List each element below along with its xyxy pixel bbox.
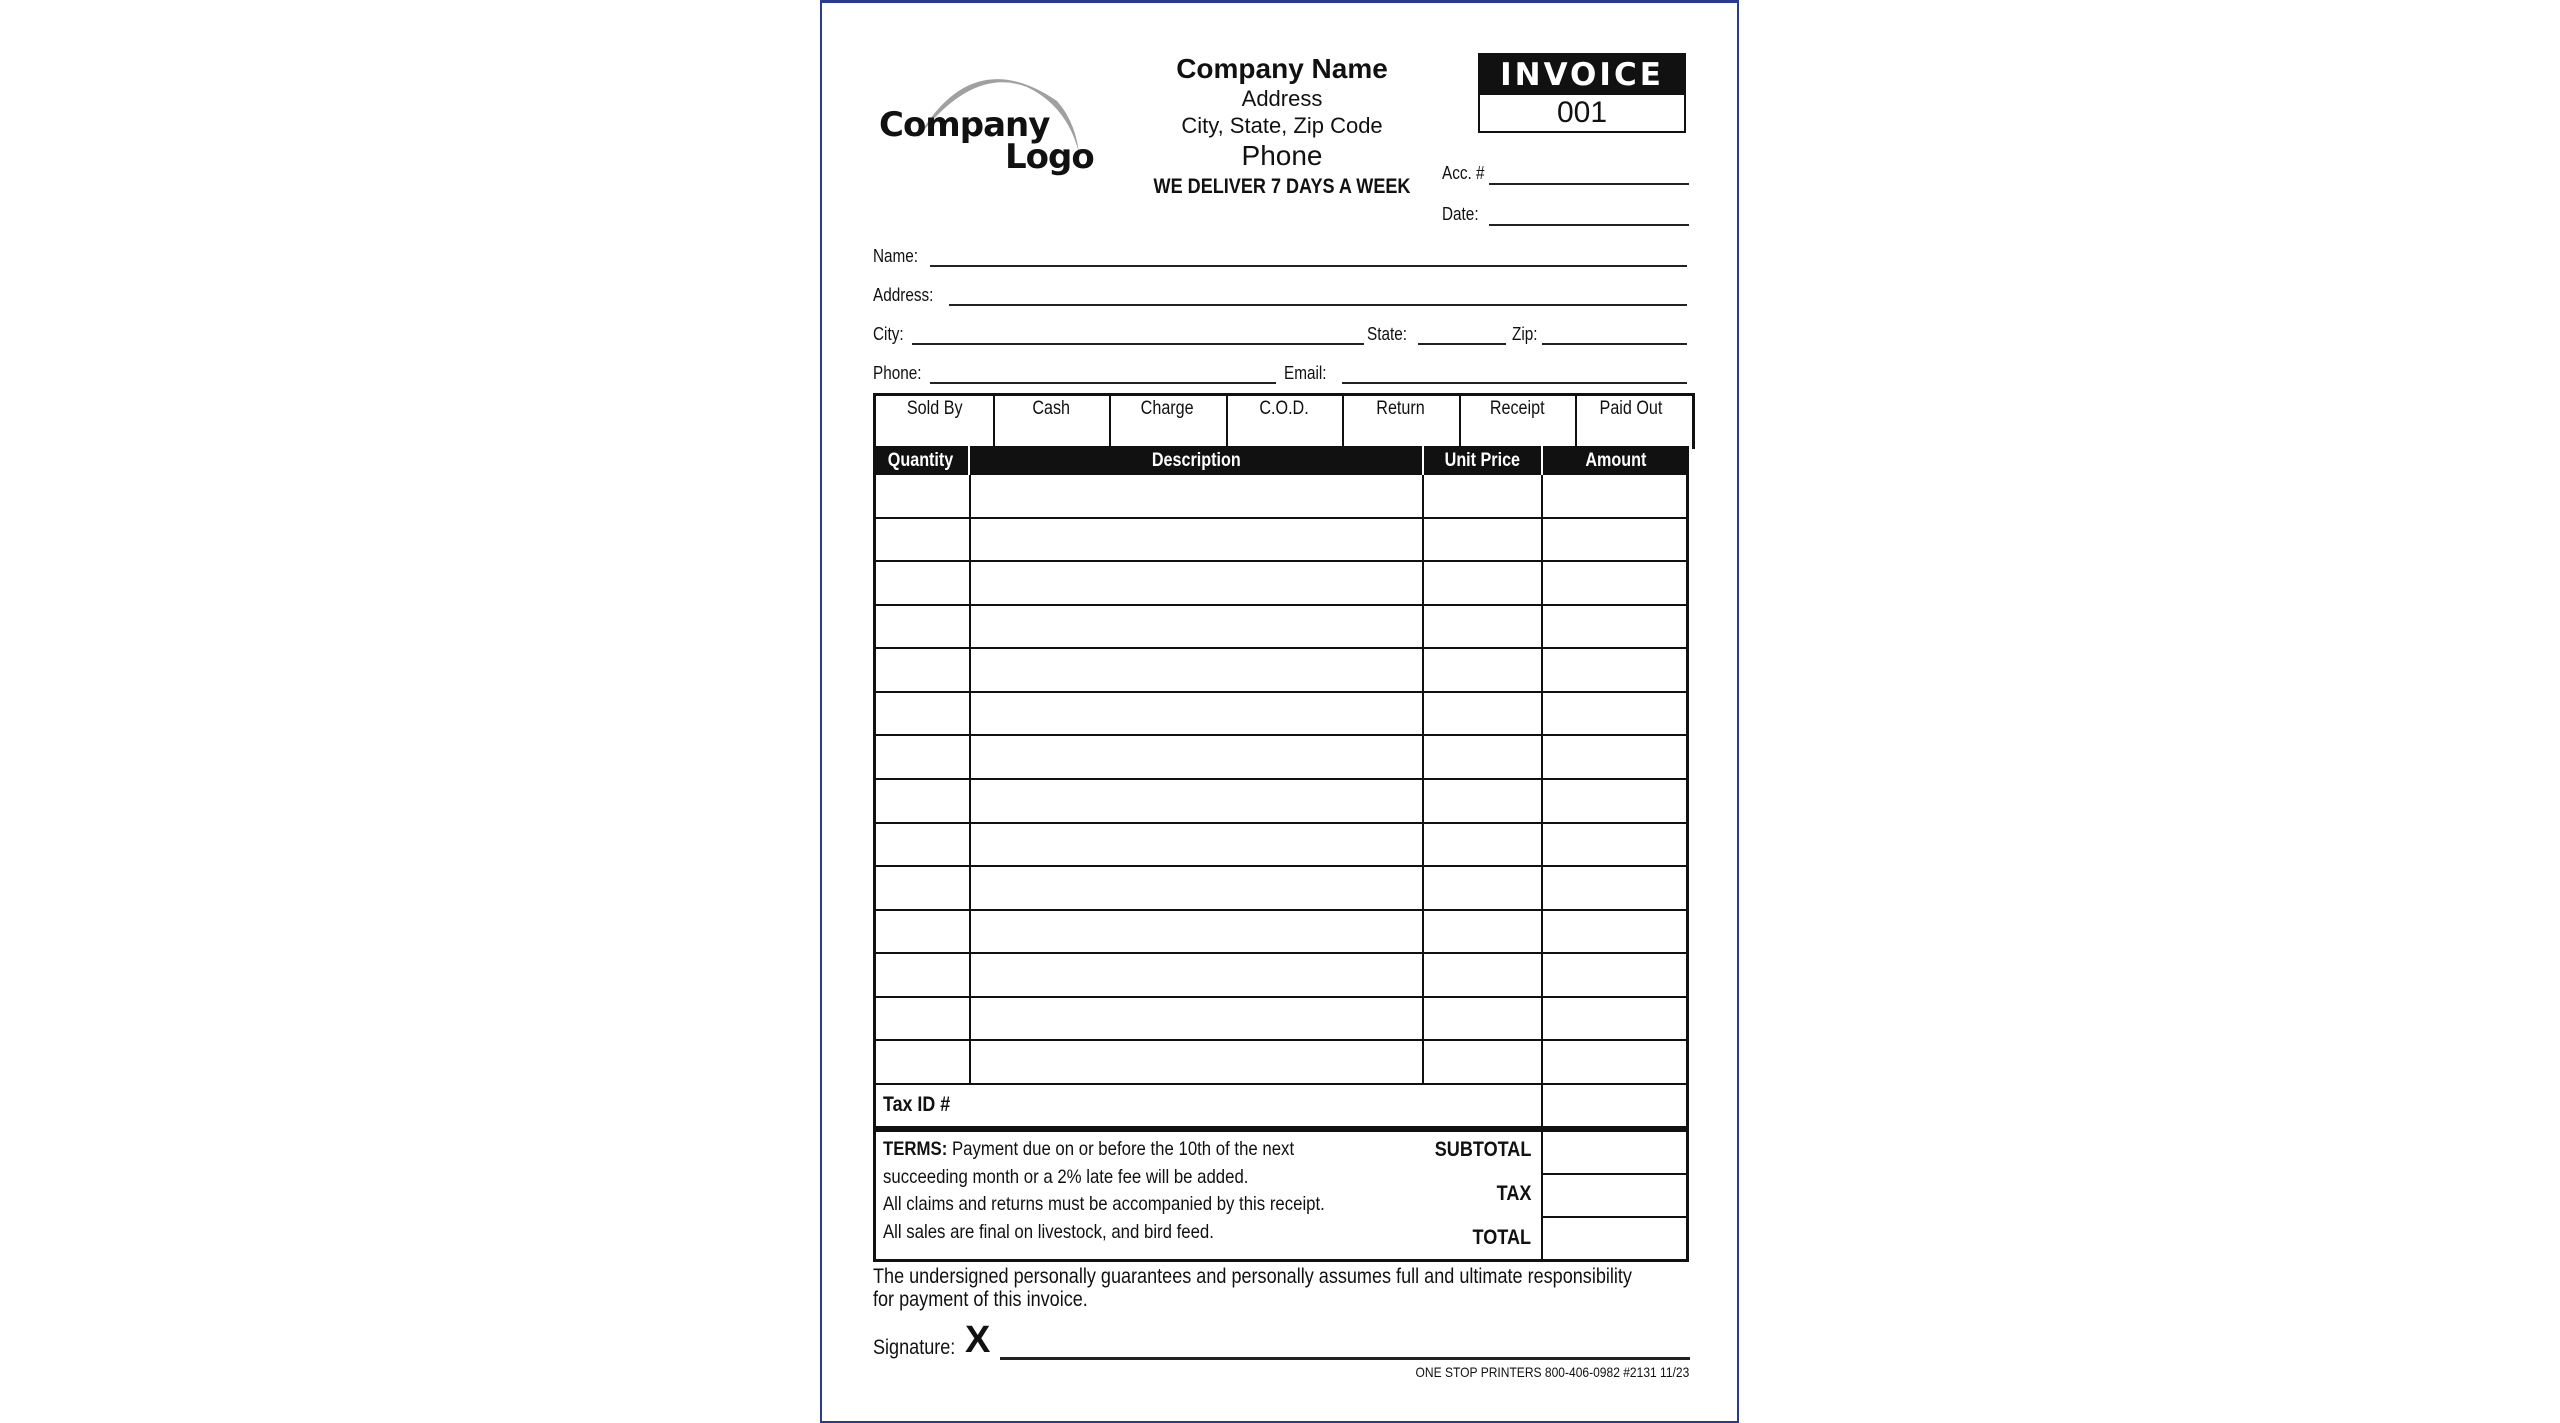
tax-label: TAX	[1496, 1182, 1531, 1205]
description-cell[interactable]	[971, 824, 1422, 866]
tax-id-row	[873, 1085, 1689, 1129]
date-label: Date:	[1442, 204, 1479, 224]
date-field[interactable]	[1489, 224, 1689, 226]
phone-field[interactable]	[930, 382, 1276, 384]
email-label: Email:	[1284, 363, 1327, 383]
unit-price-cell[interactable]	[1424, 475, 1541, 517]
description-cell[interactable]	[971, 519, 1422, 561]
payment-sold-by[interactable]: Sold By	[876, 396, 995, 446]
company-info	[1122, 53, 1442, 201]
state-label: State:	[1367, 324, 1407, 344]
terms-line-1: Payment due on or before the 10th of the next	[951, 1138, 1295, 1160]
quantity-cell[interactable]	[876, 824, 969, 866]
unit-price-cell[interactable]	[1424, 649, 1541, 691]
amount-cell[interactable]	[1543, 867, 1686, 909]
description-cell[interactable]	[971, 954, 1422, 996]
payment-cod[interactable]: C.O.D.	[1226, 396, 1344, 446]
column-quantity: Quantity	[887, 450, 954, 471]
quantity-cell[interactable]	[876, 562, 969, 604]
description-cell[interactable]	[971, 911, 1422, 953]
quantity-cell[interactable]	[876, 954, 969, 996]
terms-line-3: All claims and returns must be accompanied by this receipt.	[883, 1193, 1325, 1215]
total-cell[interactable]	[1543, 1218, 1686, 1259]
column-description: Description	[1151, 450, 1241, 471]
table-row	[876, 562, 1686, 606]
unit-price-cell[interactable]	[1424, 780, 1541, 822]
column-unit-price: Unit Price	[1444, 450, 1521, 471]
zip-label: Zip:	[1512, 324, 1538, 344]
tax-cell[interactable]	[1543, 1175, 1686, 1218]
quantity-cell[interactable]	[876, 606, 969, 648]
quantity-cell[interactable]	[876, 911, 969, 953]
quantity-cell[interactable]	[876, 475, 969, 517]
amount-cell[interactable]	[1543, 1041, 1686, 1083]
amount-cell[interactable]	[1543, 562, 1686, 604]
tax-id-amount-cell[interactable]	[1543, 1085, 1686, 1126]
unit-price-cell[interactable]	[1424, 693, 1541, 735]
tax-id-label: Tax ID #	[883, 1093, 951, 1116]
name-field[interactable]	[930, 265, 1687, 267]
terms-label: TERMS:	[883, 1138, 948, 1160]
quantity-cell[interactable]	[876, 780, 969, 822]
unit-price-cell[interactable]	[1424, 954, 1541, 996]
description-cell[interactable]	[971, 780, 1422, 822]
amount-cell[interactable]	[1543, 780, 1686, 822]
company-name: Company Name	[1176, 53, 1388, 84]
account-label: Acc. #	[1442, 163, 1485, 183]
table-row	[876, 649, 1686, 693]
subtotal-label: SUBTOTAL	[1434, 1138, 1531, 1161]
unit-price-cell[interactable]	[1424, 562, 1541, 604]
guarantee-line-2: for payment of this invoice.	[873, 1288, 1088, 1311]
table-row	[876, 998, 1686, 1042]
logo-line-2: Logo	[1005, 137, 1094, 177]
payment-paid-out[interactable]: Paid Out	[1599, 398, 1662, 419]
description-cell[interactable]	[971, 1041, 1422, 1083]
quantity-cell[interactable]	[876, 736, 969, 778]
guarantee-line-1: The undersigned personally guarantees and personally assumes full and ultimate responsibility	[873, 1265, 1632, 1288]
line-items-body	[873, 475, 1689, 1085]
amount-cell[interactable]	[1543, 736, 1686, 778]
total-label: TOTAL	[1472, 1226, 1531, 1249]
zip-field[interactable]	[1542, 343, 1687, 345]
quantity-cell[interactable]	[876, 998, 969, 1040]
quantity-cell[interactable]	[876, 519, 969, 561]
amount-cell[interactable]	[1543, 649, 1686, 691]
table-row	[876, 954, 1686, 998]
amount-cell[interactable]	[1543, 475, 1686, 517]
description-cell[interactable]	[971, 693, 1422, 735]
column-amount: Amount	[1585, 450, 1647, 471]
quantity-cell[interactable]	[876, 867, 969, 909]
payment-cash[interactable]: Cash	[993, 396, 1111, 446]
amount-cell[interactable]	[1543, 998, 1686, 1040]
account-field[interactable]	[1489, 183, 1689, 185]
phone-label: Phone:	[873, 363, 922, 383]
table-row	[876, 475, 1686, 519]
terms-text	[883, 1136, 1325, 1246]
company-phone: Phone	[1241, 140, 1323, 171]
signature-x-mark: X	[965, 1319, 991, 1361]
description-cell[interactable]	[971, 562, 1422, 604]
email-field[interactable]	[1342, 382, 1687, 384]
printer-footer: ONE STOP PRINTERS 800-406-0982 #2131 11/23	[1415, 1364, 1689, 1380]
company-address: Address	[1241, 86, 1323, 111]
quantity-cell[interactable]	[876, 1041, 969, 1083]
amount-cell[interactable]	[1543, 693, 1686, 735]
amount-cell[interactable]	[1543, 519, 1686, 561]
company-city-state-zip: City, State, Zip Code	[1181, 113, 1383, 138]
amount-cell[interactable]	[1543, 606, 1686, 648]
unit-price-cell[interactable]	[1424, 736, 1541, 778]
table-row	[876, 780, 1686, 824]
company-logo	[877, 61, 1097, 181]
description-cell[interactable]	[971, 998, 1422, 1040]
signature-field[interactable]	[1000, 1357, 1690, 1360]
signature-label: Signature:	[873, 1336, 956, 1359]
table-row	[876, 1041, 1686, 1085]
address-field[interactable]	[949, 304, 1687, 306]
unit-price-cell[interactable]	[1424, 519, 1541, 561]
payment-type-row	[873, 393, 1695, 449]
description-cell[interactable]	[971, 736, 1422, 778]
logo-line-1: Company	[879, 105, 1050, 145]
description-cell[interactable]	[971, 475, 1422, 517]
invoice-number: 001	[1556, 96, 1608, 129]
unit-price-cell[interactable]	[1424, 911, 1541, 953]
amount-cell[interactable]	[1543, 824, 1686, 866]
unit-price-cell[interactable]	[1424, 824, 1541, 866]
table-row	[876, 824, 1686, 868]
address-label: Address:	[873, 285, 934, 305]
terms-and-totals	[873, 1129, 1689, 1262]
amount-cell[interactable]	[1543, 911, 1686, 953]
table-row	[876, 693, 1686, 737]
description-cell[interactable]	[971, 606, 1422, 648]
description-cell[interactable]	[971, 649, 1422, 691]
table-row	[876, 911, 1686, 955]
subtotal-cell[interactable]	[1543, 1132, 1686, 1175]
payment-charge[interactable]: Charge	[1109, 396, 1228, 446]
unit-price-cell[interactable]	[1424, 867, 1541, 909]
payment-receipt[interactable]: Receipt	[1459, 396, 1577, 446]
unit-price-cell[interactable]	[1424, 1041, 1541, 1083]
table-row	[876, 519, 1686, 563]
amount-cell[interactable]	[1543, 954, 1686, 996]
terms-line-4: All sales are final on livestock, and bird feed.	[883, 1220, 1214, 1243]
city-field[interactable]	[912, 343, 1364, 345]
invoice-page	[820, 0, 1739, 1423]
terms-line-2: succeeding month or a 2% late fee will be added.	[883, 1165, 1249, 1188]
guarantee-text	[873, 1265, 1632, 1311]
invoice-title: INVOICE	[1480, 55, 1684, 95]
line-items-header	[873, 446, 1689, 475]
delivery-tagline: WE DELIVER 7 DAYS A WEEK	[1153, 175, 1411, 198]
table-row	[876, 736, 1686, 780]
state-field[interactable]	[1418, 343, 1506, 345]
unit-price-cell[interactable]	[1424, 998, 1541, 1040]
table-row	[876, 867, 1686, 911]
unit-price-cell[interactable]	[1424, 606, 1541, 648]
table-row	[876, 606, 1686, 650]
quantity-cell[interactable]	[876, 693, 969, 735]
name-label: Name:	[873, 246, 919, 266]
quantity-cell[interactable]	[876, 649, 969, 691]
description-cell[interactable]	[971, 867, 1422, 909]
city-label: City:	[873, 324, 904, 344]
payment-return[interactable]: Return	[1342, 396, 1461, 446]
invoice-number-box	[1478, 53, 1686, 133]
